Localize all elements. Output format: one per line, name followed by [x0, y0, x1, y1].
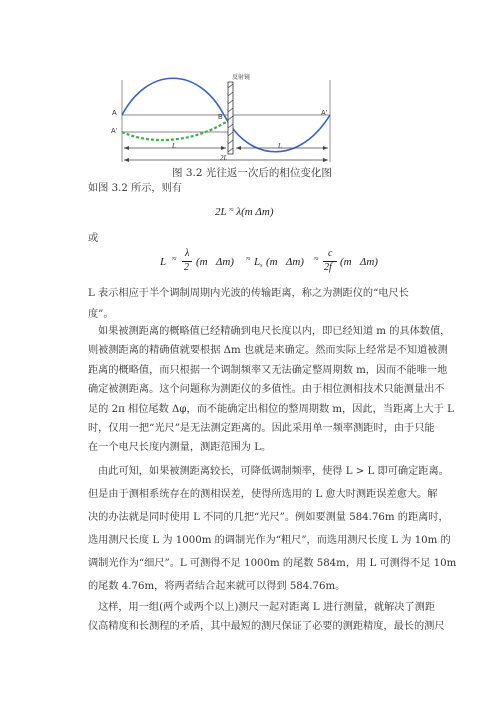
- label-b: B: [218, 114, 223, 121]
- eq2-term3: (m Δm): [340, 256, 378, 268]
- paragraph-2: [88, 322, 454, 458]
- para1-line2: 度”。: [88, 308, 114, 320]
- label-2l: 2L: [220, 154, 228, 162]
- para4-line2: 仪高精度和长测程的矛盾，其中最短的测尺保证了必要的测距精度，最长的测尺: [88, 621, 445, 632]
- para3-line3: 决的办法就是同时使用 L 不同的几把“光尺”。例如要测量 584.76m 的距离时，: [88, 512, 449, 523]
- paragraph-4: [88, 598, 445, 636]
- para4-line1: 这样，用一组(两个或两个以上)测尺一起对距离 L 进行测量，就解决了测距: [98, 602, 435, 613]
- para1-line1: L 表示相应于半个调制周期内光波的传输距离，称之为测距仪的“电尺长: [88, 288, 409, 299]
- figure-caption: 图 3.2 光往返一次后的相位变化图: [172, 167, 332, 179]
- label-mirror: 反射镜: [232, 74, 251, 81]
- phase-figure: [108, 70, 348, 166]
- eq2-term2: (m Δm): [266, 256, 304, 268]
- label-a-prime-left: A': [111, 128, 118, 135]
- para3-line6: 的尾数 4.76m，将两者结合起来就可以得到 584.76m。: [88, 581, 346, 592]
- para3-line5: 调制光作为“细尺”。L 可测得不足 1000m 的尾数 584m，用 L 可测得不足 10m: [88, 558, 457, 569]
- eq2-ls: $L_s$: [254, 256, 263, 269]
- eq2-frac2-num: c: [328, 248, 333, 259]
- para2-line4: 确定被测距离。这个问题称为测距仪的多值性。由于相位测相技术只能测量出不: [88, 384, 445, 396]
- or-text: 或: [88, 233, 99, 244]
- para2-line3: 距离的概略值，而只根据一个调制频率又无法确定整周期数 m，因而不能唯一地: [88, 364, 448, 376]
- paragraph-3: [88, 460, 457, 598]
- eq1-rhs: λ(m Δm): [236, 206, 274, 218]
- para2-line1: 如果被测距离的概略值已经精确到电尺长度以内，即已经知道 m 的具体数值，: [98, 326, 451, 337]
- label-a-left: A: [112, 110, 117, 117]
- phase-diagram: [108, 70, 348, 166]
- equation-2: [160, 248, 420, 278]
- eq2-frac1-den: 2: [184, 262, 189, 273]
- label-l2: L: [278, 142, 282, 150]
- approx-symbol: ≈: [172, 254, 177, 263]
- para2-line5: 足的 2π 相位尾数 Δφ，而不能确定出相位的整周期数 m，因此，当距离上大于 L: [88, 403, 454, 415]
- intro-text: 如图 3.2 所示，则有: [88, 183, 182, 194]
- approx-symbol: ≈: [229, 205, 234, 214]
- eq2-term1: (m Δm): [196, 256, 234, 268]
- equation-1: [215, 205, 274, 218]
- paragraph-1: [88, 284, 430, 325]
- para3-line4: 选用测尺长度 L 为 1000m 的调制光作为“粗尺”，而选用测尺长度 L 为 10m 的: [88, 535, 451, 546]
- eq2-frac1-num: λ: [185, 248, 190, 259]
- approx-symbol: ≈: [246, 254, 251, 263]
- para2-line2: 则被测距离的精确值就要根据 Δm 也就是来确定。然而实际上经常是不知道被测: [88, 345, 448, 357]
- eq2-lhs: L: [160, 256, 167, 268]
- approx-symbol: ≈: [314, 254, 319, 263]
- eq1-lhs: 2L: [215, 206, 227, 218]
- para3-line1: 由此可知，如果被测距离较长，可降低调制频率，使得 L > L 即可确定距离。: [98, 466, 449, 477]
- eq2-frac2-den: 2f: [324, 262, 332, 273]
- para3-line2: 但是由于测相系统存在的测相误差，使得所选用的 L 愈大时测距误差愈大。解: [88, 489, 438, 500]
- label-a-prime-right: A': [321, 110, 328, 117]
- para2-line6: 时，仅用一把“光尺”是无法测定距离的。因此采用单一频率测距时，由于只能: [88, 423, 435, 435]
- para2-line7: 在一个电尺长度内测量，测距范围为 L。: [88, 442, 272, 454]
- label-l1: L: [172, 142, 176, 150]
